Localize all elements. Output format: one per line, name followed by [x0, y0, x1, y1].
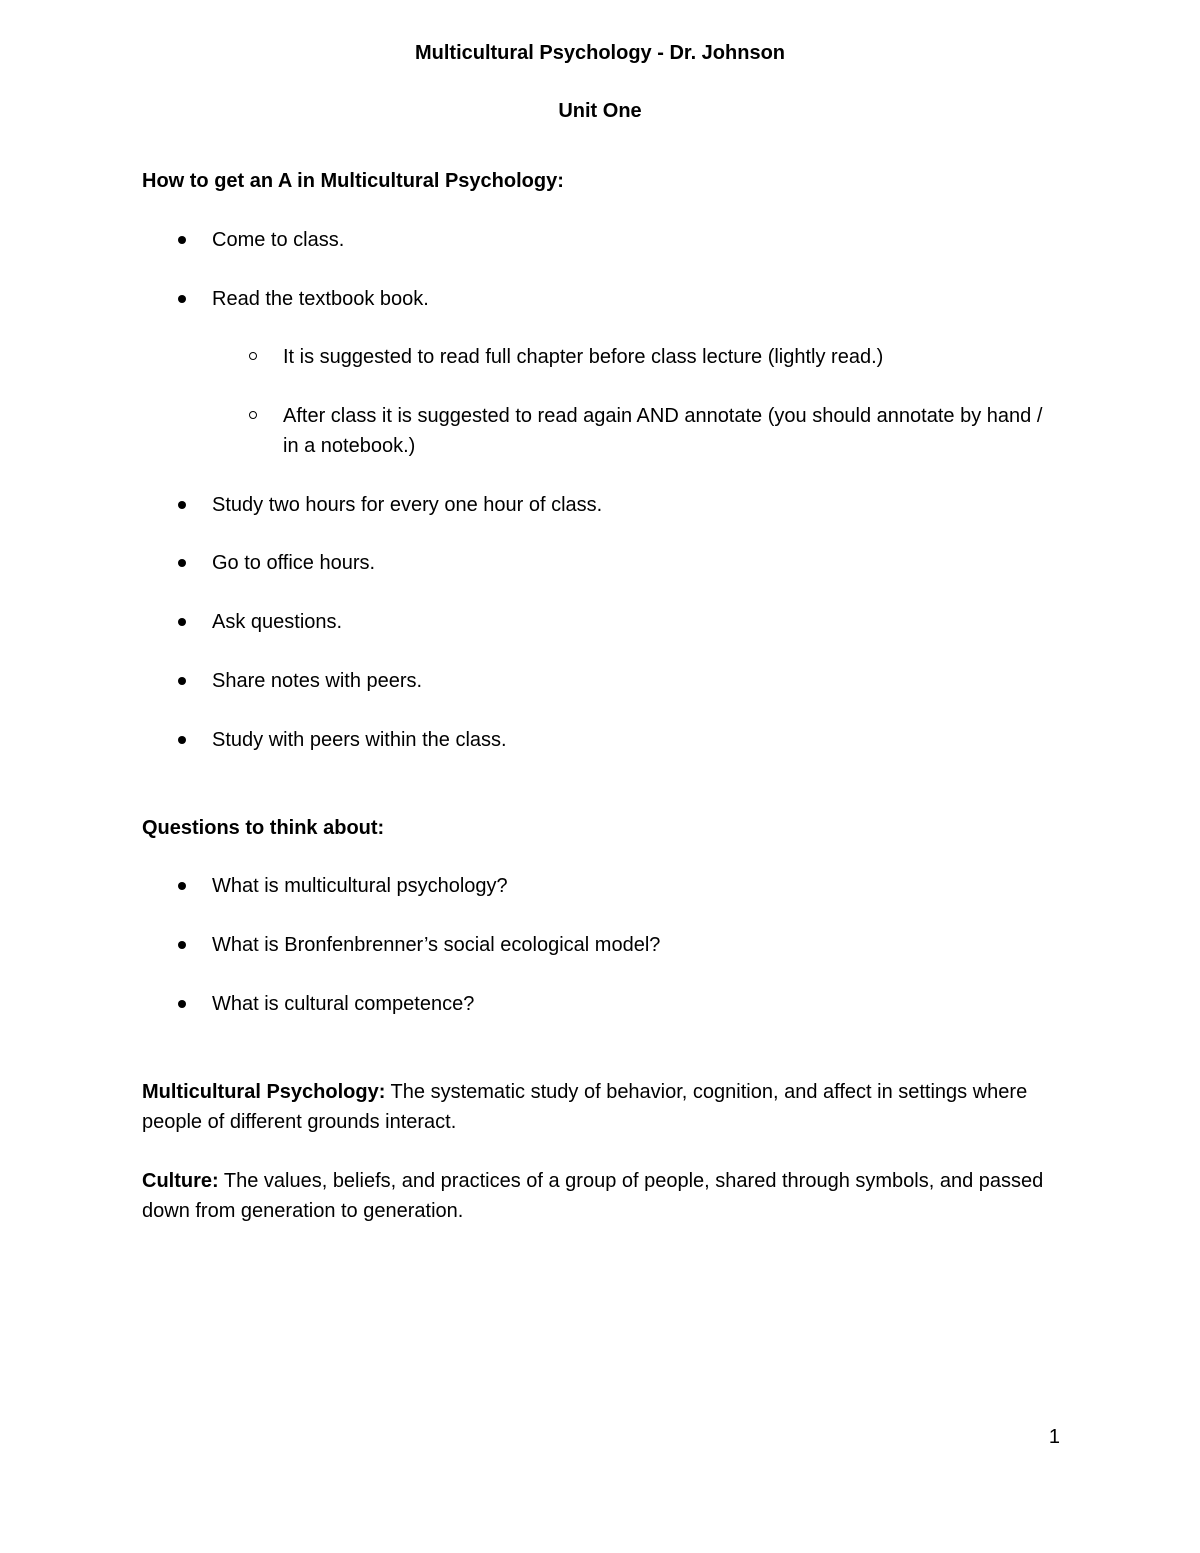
sub-list-item-text: It is suggested to read full chapter before class lecture (lightly read.)	[283, 346, 884, 368]
list-item-text: Study with peers within the class.	[212, 729, 507, 751]
question-item	[212, 871, 1052, 901]
bullet-icon	[178, 677, 186, 685]
how-to-get-a-heading: How to get an A in Multicultural Psychology:	[142, 170, 564, 192]
list-item	[212, 607, 1052, 637]
questions-heading: Questions to think about:	[142, 817, 385, 839]
definition-multicultural-psychology	[142, 1077, 1047, 1137]
list-item	[212, 725, 1052, 755]
bullet-icon	[178, 559, 186, 567]
bullet-icon	[178, 501, 186, 509]
hollow-bullet-icon	[249, 411, 257, 419]
list-item-text: Ask questions.	[212, 611, 343, 633]
course-title: Multicultural Psychology - Dr. Johnson	[414, 42, 786, 64]
sub-list-item	[283, 401, 1053, 461]
question-item	[212, 930, 1052, 960]
bullet-icon	[178, 941, 186, 949]
list-item-text: Read the textbook book.	[212, 288, 429, 310]
sub-list-item	[283, 342, 1053, 372]
question-item	[212, 989, 1052, 1019]
bullet-icon	[178, 736, 186, 744]
definition-text: The systematic study of behavior, cognition, and affect in settings where people of different grounds interact.	[142, 1081, 1028, 1133]
unit-title: Unit One	[558, 100, 642, 122]
list-item	[212, 284, 1052, 314]
list-item-text: Share notes with peers.	[212, 670, 423, 692]
question-text: What is Bronfenbrenner’s social ecological model?	[212, 934, 661, 956]
list-item-text: Come to class.	[212, 229, 345, 251]
list-item	[212, 490, 1052, 520]
list-item-text: Go to office hours.	[212, 552, 376, 574]
definition-culture	[142, 1166, 1047, 1226]
question-text: What is multicultural psychology?	[212, 875, 508, 897]
list-item	[212, 548, 1052, 578]
list-item-text: Study two hours for every one hour of class.	[212, 494, 603, 516]
page-number: 1	[1048, 1426, 1060, 1448]
bullet-icon	[178, 1000, 186, 1008]
definition-term: Culture:	[142, 1170, 219, 1192]
hollow-bullet-icon	[249, 352, 257, 360]
sub-list-item-text: After class it is suggested to read again AND annotate (you should annotate by hand / in a notebook.)	[283, 405, 1043, 457]
bullet-icon	[178, 295, 186, 303]
bullet-icon	[178, 236, 186, 244]
list-item	[212, 225, 1052, 255]
bullet-icon	[178, 882, 186, 890]
list-item	[212, 666, 1052, 696]
question-text: What is cultural competence?	[212, 993, 475, 1015]
definition-text: The values, beliefs, and practices of a group of people, shared through symbols, and passed down from generation to generation.	[142, 1170, 1044, 1222]
bullet-icon	[178, 618, 186, 626]
definition-term: Multicultural Psychology:	[142, 1081, 386, 1103]
